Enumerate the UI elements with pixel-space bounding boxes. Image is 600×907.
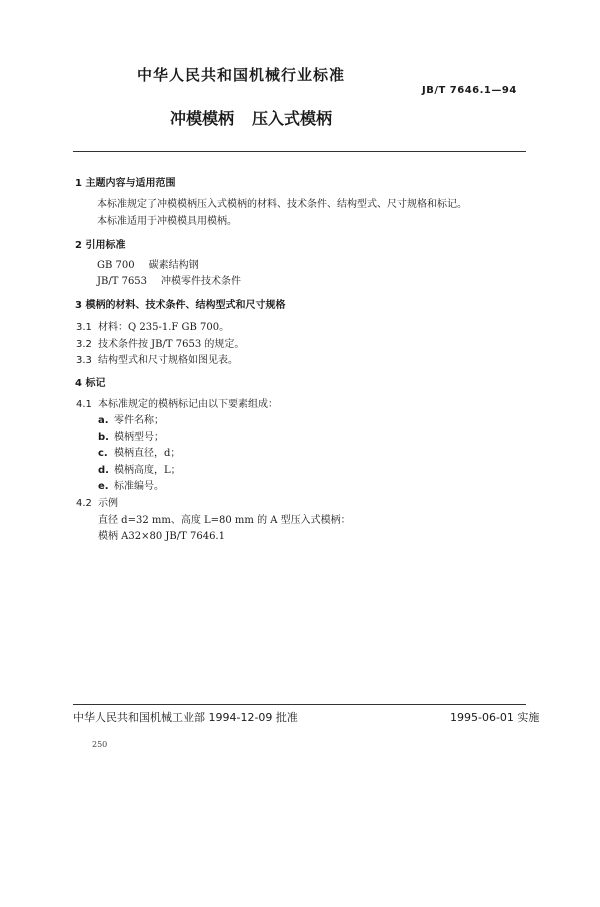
reference-1 bbox=[97, 256, 199, 271]
element-item-letter: d. bbox=[98, 465, 109, 476]
reference-2-name: 冲模零件技术条件 bbox=[161, 276, 242, 287]
section-4-heading: 4 标记 bbox=[75, 378, 106, 389]
element-item-letter: c. bbox=[98, 448, 108, 459]
clause-4-1-text: 本标准规定的模柄标记由以下要素组成： bbox=[98, 399, 278, 410]
element-item bbox=[98, 411, 164, 426]
element-item bbox=[98, 428, 164, 443]
reference-2 bbox=[97, 272, 241, 287]
element-item-text: 模柄直径，d； bbox=[114, 448, 181, 459]
element-item-text: 模柄高度，L； bbox=[114, 465, 181, 476]
clause-4-2 bbox=[76, 494, 118, 509]
section-1-para-2: 本标准适用于冲模模具用模柄。 bbox=[97, 216, 237, 227]
section-1-para-1: 本标准规定了冲模模柄压入式模柄的材料、技术条件、结构型式、尺寸规格和标记。 bbox=[97, 199, 467, 210]
section-3-heading: 3 模柄的材料、技术条件、结构型式和尺寸规格 bbox=[75, 300, 286, 311]
clause-4-2-text: 示例 bbox=[98, 498, 118, 509]
effective-date: 1995-06-01 实施 bbox=[450, 711, 540, 724]
clause-3-3 bbox=[76, 351, 238, 366]
title-main: 冲模模柄 bbox=[170, 109, 235, 128]
header-rule bbox=[73, 151, 526, 152]
reference-2-code: JB/T 7653 bbox=[97, 276, 148, 287]
standard-code: JB/T 7646.1—94 bbox=[422, 85, 517, 96]
element-item bbox=[98, 477, 164, 492]
section-1-heading: 1 主题内容与适用范围 bbox=[75, 178, 176, 189]
clause-4-2-number: 4.2 bbox=[76, 498, 92, 509]
element-item bbox=[98, 461, 181, 476]
title-sub: 压入式模柄 bbox=[252, 109, 333, 128]
element-item-letter: b. bbox=[98, 432, 109, 443]
reference-1-name: 碳素结构钢 bbox=[148, 260, 199, 271]
clause-3-1 bbox=[76, 318, 229, 333]
element-item-text: 零件名称； bbox=[114, 415, 164, 426]
clause-3-2-number: 3.2 bbox=[76, 339, 92, 350]
clause-3-2 bbox=[76, 335, 244, 350]
footer-rule bbox=[73, 704, 526, 705]
element-item-letter: e. bbox=[98, 481, 109, 492]
clause-3-1-text: 材料：Q 235-1.F GB 700。 bbox=[98, 322, 230, 333]
clause-3-1-number: 3.1 bbox=[76, 322, 92, 333]
reference-1-code: GB 700 bbox=[97, 260, 135, 271]
example-description: 直径 d=32 mm、高度 L=80 mm 的 A 型压入式模柄： bbox=[98, 515, 351, 526]
element-item-letter: a. bbox=[98, 415, 109, 426]
clause-3-3-text: 结构型式和尺寸规格如图见表。 bbox=[98, 355, 238, 366]
clause-3-3-number: 3.3 bbox=[76, 355, 92, 366]
example-marking: 模柄 A32×80 JB/T 7646.1 bbox=[98, 531, 225, 542]
clause-3-2-text: 技术条件按 JB/T 7653 的规定。 bbox=[98, 339, 245, 350]
element-item-text: 标准编号。 bbox=[114, 481, 164, 492]
page-number: 250 bbox=[92, 740, 108, 749]
element-item-text: 模柄型号； bbox=[114, 432, 164, 443]
section-2-heading: 2 引用标准 bbox=[75, 240, 126, 251]
document-title bbox=[170, 106, 332, 129]
approval-info: 中华人民共和国机械工业部 1994-12-09 批准 bbox=[73, 711, 298, 724]
clause-4-1-number: 4.1 bbox=[76, 399, 92, 410]
issuing-organization: 中华人民共和国机械行业标准 bbox=[137, 66, 346, 84]
element-item bbox=[98, 444, 180, 459]
clause-4-1 bbox=[76, 395, 278, 410]
